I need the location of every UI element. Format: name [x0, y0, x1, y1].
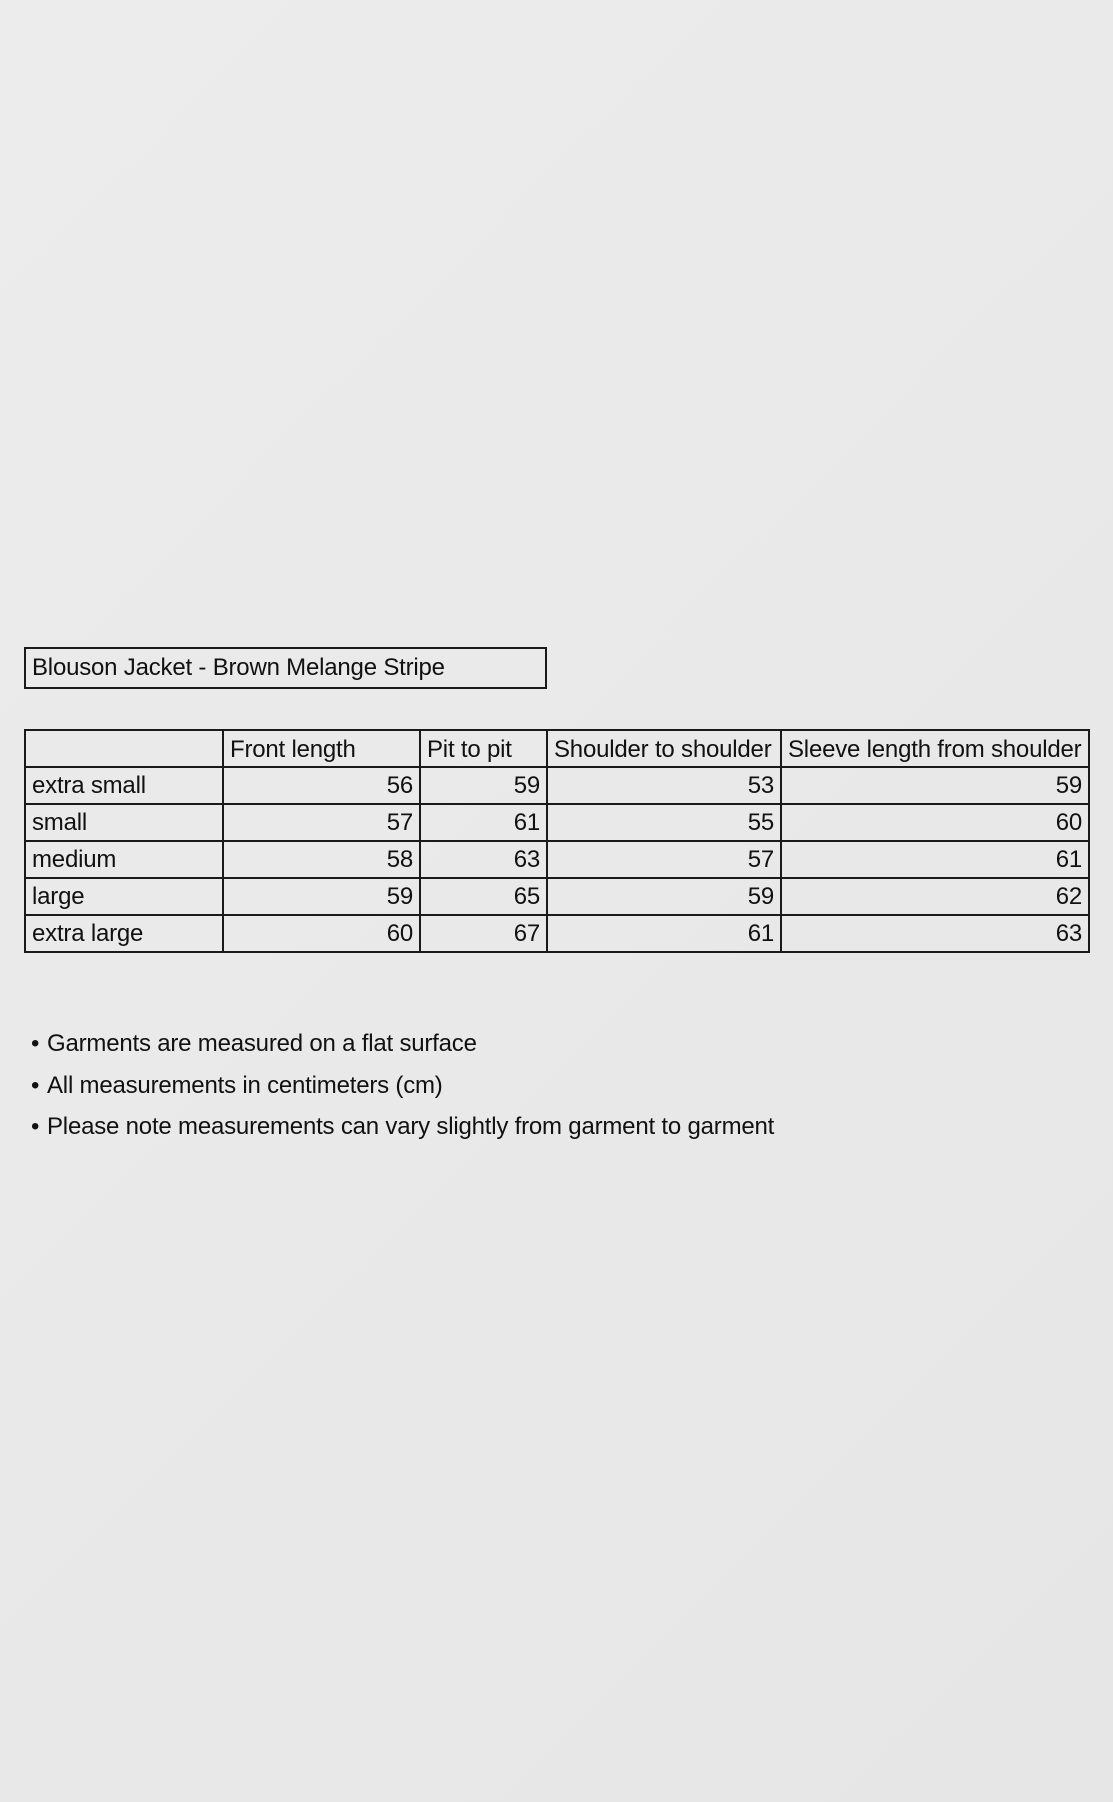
- table-cell: 59: [781, 767, 1089, 804]
- table-cell: 59: [420, 767, 547, 804]
- size-label: small: [25, 804, 223, 841]
- header-pit-to-pit: Pit to pit: [420, 730, 547, 767]
- table-cell: 61: [420, 804, 547, 841]
- header-cell-empty: [25, 730, 223, 767]
- bullet-icon: •: [31, 1071, 40, 1099]
- table-cell: 61: [781, 841, 1089, 878]
- header-front-length: Front length: [223, 730, 420, 767]
- table-cell: 63: [420, 841, 547, 878]
- table-row: [25, 767, 1089, 804]
- table-cell: 60: [223, 915, 420, 952]
- bullet-icon: •: [31, 1030, 40, 1057]
- table-cell: 55: [547, 804, 781, 841]
- table-cell: 63: [781, 915, 1089, 952]
- table-cell: 59: [223, 878, 420, 915]
- note-text: All measurements in centimeters (cm): [47, 1071, 443, 1099]
- table-cell: 61: [547, 915, 781, 952]
- product-title: [24, 647, 547, 689]
- header-shoulder-to-shoulder: Shoulder to shoulder: [547, 730, 781, 767]
- table-cell: 58: [223, 841, 420, 878]
- table-header-row: [25, 730, 1089, 767]
- size-chart-table: [24, 729, 1090, 953]
- table-cell: 57: [547, 841, 781, 878]
- size-label: medium: [25, 841, 223, 878]
- size-label: extra small: [25, 767, 223, 804]
- table-cell: 60: [781, 804, 1089, 841]
- table-cell: 53: [547, 767, 781, 804]
- table-cell: 67: [420, 915, 547, 952]
- list-item: [31, 1068, 774, 1110]
- size-label: extra large: [25, 915, 223, 952]
- product-title-text: Blouson Jacket - Brown Melange Stripe: [32, 654, 445, 681]
- table-cell: 59: [547, 878, 781, 915]
- table-row: [25, 841, 1089, 878]
- table-cell: 56: [223, 767, 420, 804]
- table-cell: 65: [420, 878, 547, 915]
- measurement-notes: [31, 1026, 774, 1151]
- size-label: large: [25, 878, 223, 915]
- table-cell: 62: [781, 878, 1089, 915]
- table-row: [25, 804, 1089, 841]
- table-row: [25, 878, 1089, 915]
- bullet-icon: •: [31, 1113, 40, 1140]
- table-cell: 57: [223, 804, 420, 841]
- list-item: [31, 1109, 774, 1151]
- table-row: [25, 915, 1089, 952]
- list-item: [31, 1026, 774, 1068]
- note-text: Garments are measured on a flat surface: [47, 1030, 477, 1057]
- note-text: Please note measurements can vary slightly from garment to garment: [47, 1113, 775, 1140]
- header-sleeve-length: Sleeve length from shoulder: [781, 730, 1089, 767]
